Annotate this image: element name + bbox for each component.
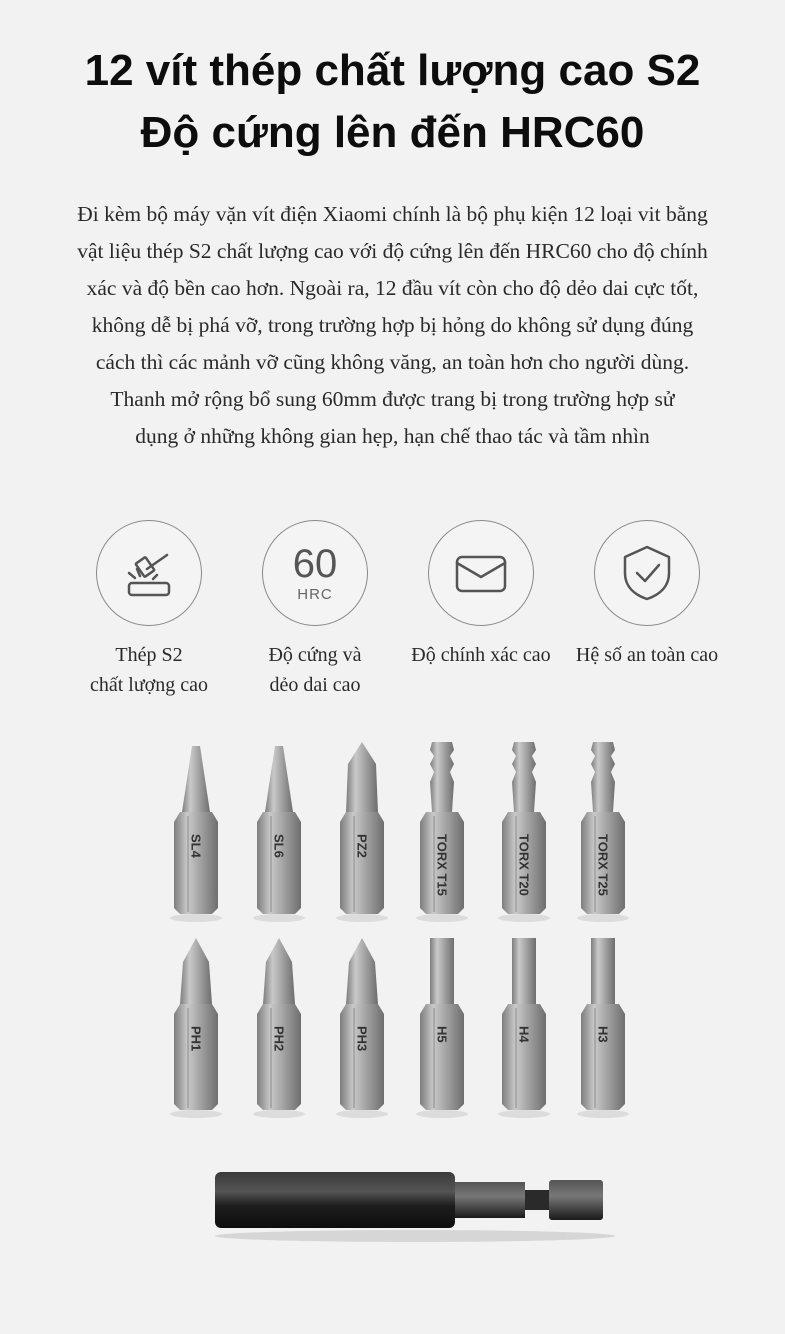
headline xyxy=(0,40,785,164)
bit-label: PH2 xyxy=(271,1026,287,1052)
screwdriver-bit xyxy=(575,938,631,1118)
bit-body xyxy=(257,1004,301,1110)
bit-tip xyxy=(512,742,536,812)
feature-icon-circle xyxy=(428,520,534,626)
feature-icon-circle xyxy=(262,520,368,626)
bit-label: H4 xyxy=(516,1026,532,1043)
bit-body xyxy=(257,812,301,914)
bit-body xyxy=(340,812,384,914)
screwdriver-bit xyxy=(334,742,390,922)
bit-tip xyxy=(265,746,293,812)
description-line: Thanh mở rộng bổ sung 60mm được trang bị trong trường hợp sử xyxy=(110,387,675,411)
bit-body xyxy=(502,1004,546,1110)
bit-label: SL6 xyxy=(271,834,287,858)
feature-hardness xyxy=(225,520,405,700)
bit-tip xyxy=(591,938,615,1004)
description-line: Đi kèm bộ máy vặn vít điện Xiaomi chính là bộ phụ kiện 12 loại vit bằng xyxy=(77,202,708,226)
feature-label: Độ chính xác cao xyxy=(411,644,551,666)
headline-line-2: Độ cứng lên đến HRC60 xyxy=(140,108,645,157)
shield-check-icon xyxy=(615,541,679,605)
bit-label: SL4 xyxy=(188,834,204,858)
description xyxy=(24,196,761,455)
envelope-icon xyxy=(449,541,513,605)
screwdriver-bit xyxy=(496,938,552,1118)
bit-body xyxy=(174,812,218,914)
description-line: cách thì các mảnh vỡ cũng không văng, an toàn hơn cho người dùng. xyxy=(95,350,690,374)
screwdriver-bit xyxy=(496,742,552,922)
screwdriver-bits-image xyxy=(0,700,785,1260)
bit-tip xyxy=(263,938,295,1004)
screwdriver-bit xyxy=(251,742,307,922)
screwdriver-bit xyxy=(251,938,307,1118)
bit-body xyxy=(581,1004,625,1110)
description-line: vật liệu thép S2 chất lượng cao với độ cứng lên đến HRC60 cho độ chính xyxy=(77,239,708,263)
headline-line-1: 12 vít thép chất lượng cao S2 xyxy=(84,46,701,95)
bit-label: H5 xyxy=(434,1026,450,1043)
bit-label: TORX T15 xyxy=(434,834,450,896)
bit-label: H3 xyxy=(595,1026,611,1043)
extension-bar xyxy=(205,1160,625,1250)
hrc-icon: 60 HRC xyxy=(292,541,338,603)
bit-shape xyxy=(168,742,224,922)
screwdriver-bit xyxy=(334,938,390,1118)
screwdriver-bit xyxy=(575,742,631,922)
description-line: dụng ở những không gian hẹp, hạn chế thao tác và tầm nhìn xyxy=(135,424,650,448)
description-line: xác và độ bền cao hơn. Ngoài ra, 12 đầu vít còn cho độ dẻo dai cực tốt, xyxy=(86,276,699,300)
bit-label: PH3 xyxy=(354,1026,370,1052)
bit-shape xyxy=(251,742,307,922)
feature-s2-steel xyxy=(59,520,239,700)
screwdriver-bit xyxy=(414,938,470,1118)
bit-label: PZ2 xyxy=(354,834,370,858)
feature-label: Độ cứng và dẻo dai cao xyxy=(268,644,362,696)
bit-tip xyxy=(180,938,212,1004)
description-line: không dễ bị phá vỡ, trong trường hợp bị hỏng do không sử dụng đúng xyxy=(91,313,694,337)
bit-label: TORX T20 xyxy=(516,834,532,896)
feature-safety xyxy=(557,520,737,670)
bit-tip xyxy=(430,938,454,1004)
bit-tip xyxy=(346,938,378,1004)
bit-body xyxy=(340,1004,384,1110)
bit-label: PH1 xyxy=(188,1026,204,1052)
bit-body xyxy=(420,1004,464,1110)
feature-precision xyxy=(391,520,571,670)
feature-icon-circle xyxy=(594,520,700,626)
screwdriver-bit xyxy=(414,742,470,922)
feature-icon-circle xyxy=(96,520,202,626)
bit-shape xyxy=(334,742,390,922)
bit-tip xyxy=(591,742,615,812)
feature-label: Hệ số an toàn cao xyxy=(575,644,719,666)
bit-body xyxy=(174,1004,218,1110)
screwdriver-bit xyxy=(168,742,224,922)
bit-tip xyxy=(182,746,210,812)
bit-tip xyxy=(512,938,536,1004)
screwdriver-bit xyxy=(168,938,224,1118)
hammer-icon xyxy=(117,541,181,605)
bit-label: TORX T25 xyxy=(595,834,611,896)
bit-tip xyxy=(346,742,378,812)
feature-label: Thép S2 chất lượng cao xyxy=(89,644,209,696)
bit-tip xyxy=(430,742,454,812)
